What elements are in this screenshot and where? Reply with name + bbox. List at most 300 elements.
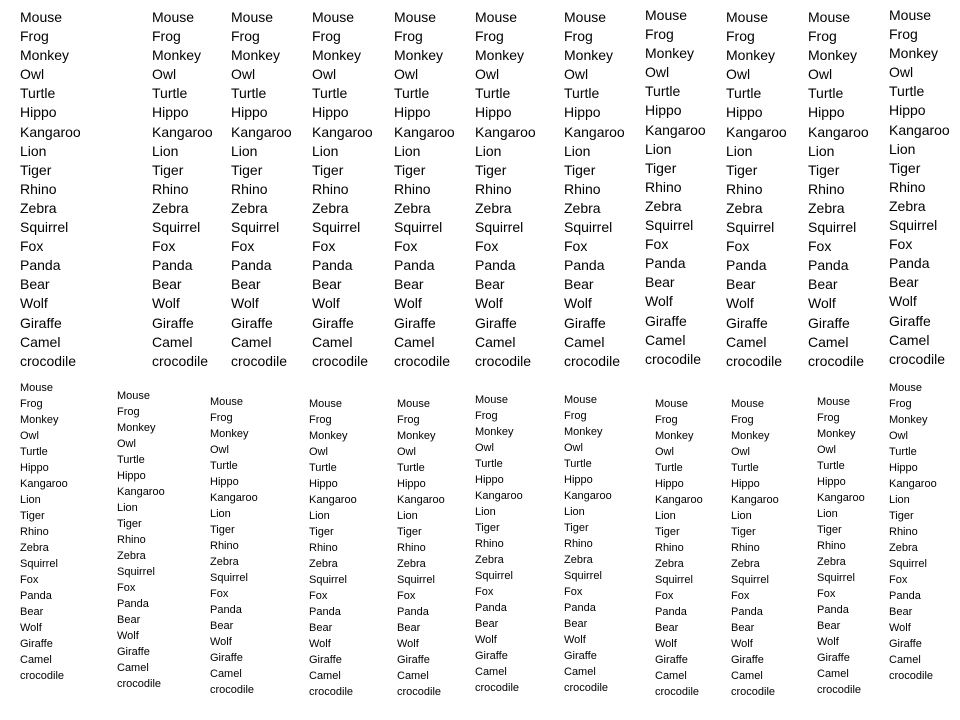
animal-name: Tiger (731, 526, 756, 538)
animal-name: Wolf (889, 622, 911, 634)
animal-name: Owl (117, 438, 136, 450)
animal-name: Rhino (312, 180, 349, 197)
animal-name: Bear (655, 622, 679, 634)
animal-name: Kangaroo (726, 123, 787, 140)
animal-name: Camel (731, 670, 763, 682)
animal-name: Fox (564, 586, 583, 598)
animal-name: Giraffe (117, 646, 150, 658)
animal-name: Panda (889, 590, 921, 602)
animal-name: Camel (645, 331, 686, 348)
top-animal-list-2 (152, 8, 213, 371)
animal-name: Fox (397, 590, 416, 602)
animal-name: Bear (564, 618, 588, 630)
animal-name: Hippo (889, 462, 918, 474)
animal-name: Hippo (475, 474, 504, 486)
animal-name: Tiger (817, 524, 842, 536)
animal-name: Squirrel (655, 574, 693, 586)
top-animal-list-8 (645, 6, 706, 369)
animal-name: Rhino (655, 542, 684, 554)
animal-name: Bear (889, 274, 919, 291)
animal-name: Giraffe (210, 652, 243, 664)
animal-name: Giraffe (20, 638, 53, 650)
animal-name: Mouse (397, 398, 431, 410)
bottom-animal-list-11 (889, 380, 937, 684)
animal-name: Giraffe (564, 650, 597, 662)
animal-name: Rhino (210, 540, 239, 552)
animal-name: Wolf (475, 295, 503, 312)
animal-name: Panda (726, 257, 767, 274)
animal-name: Wolf (645, 293, 673, 310)
animal-name: Giraffe (20, 314, 62, 331)
animal-name: Giraffe (231, 314, 273, 331)
animal-name: Tiger (20, 161, 52, 178)
animal-name: crocodile (394, 352, 451, 369)
animal-name: Owl (655, 446, 674, 458)
bottom-animal-list-1 (20, 380, 68, 684)
animal-name: Rhino (808, 180, 845, 197)
animal-name: Panda (394, 257, 435, 274)
animal-name: Turtle (808, 85, 844, 102)
animal-name: Zebra (20, 542, 49, 554)
animal-name: Bear (808, 276, 838, 293)
animal-name: Wolf (655, 638, 677, 650)
animal-name: Turtle (475, 458, 503, 470)
animal-name: Mouse (564, 394, 598, 406)
animal-name: Frog (475, 410, 498, 422)
animal-name: Bear (889, 606, 913, 618)
animal-name: Wolf (312, 295, 340, 312)
animal-name: Fox (117, 582, 136, 594)
bottom-animal-list-7 (564, 392, 612, 696)
animal-name: Hippo (726, 104, 763, 121)
animal-name: Wolf (210, 636, 232, 648)
animal-name: Giraffe (309, 654, 342, 666)
animal-name: Lion (564, 506, 585, 518)
animal-name: Fox (20, 574, 39, 586)
animal-name: Hippo (20, 104, 57, 121)
animal-name: Frog (889, 398, 912, 410)
animal-name: Tiger (312, 161, 344, 178)
animal-name: Hippo (152, 104, 189, 121)
animal-name: Rhino (475, 538, 504, 550)
top-animal-list-5 (394, 8, 455, 371)
animal-name: Kangaroo (564, 490, 612, 502)
bottom-animal-list-3 (210, 394, 258, 698)
animal-name: Hippo (645, 102, 682, 119)
animal-name: Kangaroo (394, 123, 455, 140)
animal-name: Giraffe (726, 314, 768, 331)
animal-name: Mouse (808, 9, 851, 25)
animal-name: Giraffe (312, 314, 354, 331)
animal-name: Squirrel (808, 219, 857, 236)
animal-name: Owl (475, 66, 500, 83)
animal-name: Bear (20, 276, 50, 293)
animal-name: Zebra (152, 199, 189, 216)
animal-name: Lion (152, 142, 179, 159)
animal-name: Squirrel (20, 558, 58, 570)
animal-name: Hippo (564, 104, 601, 121)
animal-name: Camel (210, 668, 242, 680)
animal-name: Zebra (655, 558, 684, 570)
animal-name: Tiger (394, 161, 426, 178)
animal-name: Camel (475, 666, 507, 678)
bottom-animal-list-2 (117, 388, 165, 692)
animal-name: Lion (726, 142, 753, 159)
animal-name: Turtle (309, 462, 337, 474)
animal-name: Giraffe (645, 312, 687, 329)
animal-name: Fox (889, 236, 913, 253)
animal-name: Owl (397, 446, 416, 458)
animal-name: Camel (394, 333, 435, 350)
animal-name: Panda (564, 602, 596, 614)
animal-name: Camel (312, 333, 353, 350)
animal-name: Hippo (808, 104, 845, 121)
animal-name: Kangaroo (889, 478, 937, 490)
animal-name: Monkey (210, 428, 249, 440)
animal-name: Zebra (564, 199, 601, 216)
animal-name: Fox (808, 238, 832, 255)
animal-name: crocodile (645, 350, 702, 367)
animal-name: Owl (152, 66, 177, 83)
animal-name: crocodile (889, 350, 946, 367)
animal-name: Mouse (889, 7, 932, 23)
animal-name: Tiger (726, 161, 758, 178)
animal-name: crocodile (309, 686, 354, 698)
animal-name: Mouse (475, 9, 518, 25)
animal-name: Squirrel (889, 217, 938, 234)
animal-name: Giraffe (808, 314, 850, 331)
animal-name: Camel (20, 333, 61, 350)
animal-name: crocodile (475, 352, 532, 369)
animal-name: Bear (152, 276, 182, 293)
animal-name: Owl (564, 66, 589, 83)
animal-name: Bear (231, 276, 261, 293)
animal-name: Monkey (312, 47, 362, 64)
animal-name: Turtle (312, 85, 348, 102)
animal-name: Zebra (564, 554, 593, 566)
animal-name: Rhino (564, 538, 593, 550)
animal-name: Frog (309, 414, 332, 426)
animal-name: Panda (309, 606, 341, 618)
animal-name: Kangaroo (645, 121, 706, 138)
animal-name: crocodile (564, 352, 621, 369)
animal-name: Hippo (475, 104, 512, 121)
animal-name: Mouse (210, 396, 244, 408)
animal-name: Frog (152, 28, 181, 45)
animal-name: Bear (817, 620, 841, 632)
animal-name: Zebra (889, 542, 918, 554)
animal-name: Squirrel (210, 572, 248, 584)
animal-name: Wolf (231, 295, 259, 312)
animal-name: Squirrel (20, 219, 69, 236)
animal-name: Hippo (20, 462, 49, 474)
animal-name: Rhino (889, 178, 926, 195)
animal-name: Owl (731, 446, 750, 458)
animal-name: Tiger (808, 161, 840, 178)
animal-name: Zebra (231, 199, 268, 216)
animal-name: Panda (475, 257, 516, 274)
animal-name: Bear (731, 622, 755, 634)
animal-name: Lion (210, 508, 231, 520)
animal-name: Squirrel (231, 219, 280, 236)
bottom-animal-list-9 (731, 396, 779, 700)
animal-name: Turtle (20, 85, 56, 102)
animal-name: Turtle (475, 85, 511, 102)
animal-name: Monkey (117, 422, 156, 434)
animal-name: Lion (20, 142, 47, 159)
animal-name: crocodile (726, 352, 783, 369)
animal-name: Frog (564, 28, 593, 45)
animal-name: Owl (20, 66, 45, 83)
animal-name: Hippo (889, 102, 926, 119)
animal-name: Fox (152, 238, 176, 255)
animal-name: Rhino (394, 180, 431, 197)
animal-name: Squirrel (152, 219, 201, 236)
animal-name: Frog (564, 410, 587, 422)
animal-name: Lion (309, 510, 330, 522)
animal-name: Lion (817, 508, 838, 520)
animal-name: Wolf (394, 295, 422, 312)
animal-name: Giraffe (394, 314, 436, 331)
animal-name: Fox (309, 590, 328, 602)
top-animal-list-4 (312, 8, 373, 371)
animal-name: Mouse (117, 390, 151, 402)
animal-name: Fox (564, 238, 588, 255)
animal-name: crocodile (731, 686, 776, 698)
animal-name: Kangaroo (655, 494, 703, 506)
animal-name: Monkey (564, 426, 603, 438)
animal-name: Frog (731, 414, 754, 426)
animal-name: Panda (645, 255, 686, 272)
animal-name: Monkey (564, 47, 614, 64)
animal-name: Camel (117, 662, 149, 674)
animal-name: Lion (475, 506, 496, 518)
animal-name: Squirrel (309, 574, 347, 586)
animal-name: Lion (808, 142, 835, 159)
animal-name: Monkey (397, 430, 436, 442)
animal-name: Frog (312, 28, 341, 45)
animal-name: Tiger (655, 526, 680, 538)
animal-name: Lion (231, 142, 258, 159)
animal-name: Kangaroo (117, 486, 165, 498)
animal-name: Turtle (210, 460, 238, 472)
animal-name: Owl (475, 442, 494, 454)
animal-name: Zebra (645, 197, 682, 214)
animal-name: Kangaroo (475, 490, 523, 502)
animal-name: Panda (210, 604, 242, 616)
bottom-animal-list-4 (309, 396, 357, 700)
animal-name: Panda (152, 257, 193, 274)
animal-name: Fox (475, 586, 494, 598)
animal-name: Hippo (655, 478, 684, 490)
animal-name: Wolf (20, 295, 48, 312)
animal-name: Mouse (152, 9, 195, 25)
animal-name: Mouse (726, 9, 769, 25)
animal-name: Monkey (889, 45, 939, 62)
animal-name: Turtle (564, 85, 600, 102)
animal-name: Zebra (731, 558, 760, 570)
top-animal-list-10 (808, 8, 869, 371)
animal-name: crocodile (20, 670, 65, 682)
top-animal-list-1 (20, 8, 81, 371)
animal-name: Zebra (309, 558, 338, 570)
animal-name: Panda (20, 257, 61, 274)
animal-name: Mouse (312, 9, 355, 25)
animal-name: Turtle (20, 446, 48, 458)
animal-name: Kangaroo (808, 123, 869, 140)
animal-name: Fox (475, 238, 499, 255)
animal-name: Wolf (817, 636, 839, 648)
animal-name: Hippo (397, 478, 426, 490)
animal-name: Panda (475, 602, 507, 614)
animal-name: Kangaroo (152, 123, 213, 140)
animal-name: Turtle (817, 460, 845, 472)
animal-name: Rhino (726, 180, 763, 197)
animal-name: Panda (397, 606, 429, 618)
animal-name: Hippo (817, 476, 846, 488)
animal-name: Turtle (645, 83, 681, 100)
animal-name: Mouse (475, 394, 509, 406)
animal-name: Fox (726, 238, 750, 255)
animal-name: Frog (20, 28, 49, 45)
animal-name: Giraffe (817, 652, 850, 664)
animal-name: Bear (309, 622, 333, 634)
top-animal-list-9 (726, 8, 787, 371)
animal-name: Monkey (231, 47, 281, 64)
animal-name: Wolf (117, 630, 139, 642)
animal-name: Bear (20, 606, 44, 618)
animal-name: Panda (731, 606, 763, 618)
animal-name: Kangaroo (475, 123, 536, 140)
animal-name: Owl (312, 66, 337, 83)
animal-name: Wolf (475, 634, 497, 646)
animal-name: Panda (117, 598, 149, 610)
animal-name: Fox (210, 588, 229, 600)
animal-name: crocodile (397, 686, 442, 698)
animal-name: Hippo (309, 478, 338, 490)
animal-name: Fox (231, 238, 255, 255)
animal-name: Panda (564, 257, 605, 274)
animal-name: Mouse (394, 9, 437, 25)
animal-name: Mouse (20, 382, 54, 394)
animal-name: Lion (889, 494, 910, 506)
animal-name: Giraffe (655, 654, 688, 666)
animal-name: Wolf (564, 634, 586, 646)
animal-name: Monkey (20, 47, 70, 64)
animal-name: Tiger (117, 518, 142, 530)
animal-name: Kangaroo (210, 492, 258, 504)
animal-name: Owl (889, 64, 914, 81)
animal-name: Turtle (231, 85, 267, 102)
animal-name: crocodile (117, 678, 162, 690)
animal-name: Rhino (564, 180, 601, 197)
animal-name: Monkey (808, 47, 858, 64)
animal-name: Rhino (20, 526, 49, 538)
animal-name: Bear (312, 276, 342, 293)
animal-name: Zebra (117, 550, 146, 562)
animal-name: Giraffe (475, 650, 508, 662)
animal-name: Lion (117, 502, 138, 514)
animal-name: Camel (564, 333, 605, 350)
animal-name: Zebra (210, 556, 239, 568)
animal-name: Squirrel (312, 219, 361, 236)
animal-name: Zebra (394, 199, 431, 216)
animal-name: Lion (655, 510, 676, 522)
animal-name: Wolf (152, 295, 180, 312)
animal-name: Frog (655, 414, 678, 426)
animal-name: Kangaroo (309, 494, 357, 506)
animal-name: Wolf (397, 638, 419, 650)
animal-name: Giraffe (475, 314, 517, 331)
animal-name: Turtle (564, 458, 592, 470)
animal-name: Monkey (889, 414, 928, 426)
animal-name: Hippo (231, 104, 268, 121)
top-animal-list-11 (889, 6, 950, 369)
animal-name: Monkey (475, 47, 525, 64)
animal-name: Turtle (394, 85, 430, 102)
animal-name: Turtle (731, 462, 759, 474)
animal-name: Zebra (475, 199, 512, 216)
animal-name: Hippo (394, 104, 431, 121)
animal-name: Lion (394, 142, 421, 159)
animal-name: Rhino (645, 178, 682, 195)
animal-name: Camel (475, 333, 516, 350)
animal-name: crocodile (210, 684, 255, 696)
animal-name: crocodile (889, 670, 934, 682)
animal-name: Frog (645, 26, 674, 43)
animal-name: Panda (231, 257, 272, 274)
animal-name: Lion (397, 510, 418, 522)
animal-name: Squirrel (889, 558, 927, 570)
animal-name: Frog (397, 414, 420, 426)
animal-name: Tiger (475, 522, 500, 534)
animal-name: Kangaroo (731, 494, 779, 506)
animal-name: Monkey (475, 426, 514, 438)
animal-name: Tiger (210, 524, 235, 536)
animal-name: Panda (889, 255, 930, 272)
animal-name: Monkey (655, 430, 694, 442)
animal-name: Squirrel (564, 570, 602, 582)
animal-name: Squirrel (731, 574, 769, 586)
animal-name: Frog (475, 28, 504, 45)
bottom-animal-list-5 (397, 396, 445, 700)
animal-name: Wolf (20, 622, 42, 634)
animal-name: Squirrel (564, 219, 613, 236)
animal-name: Tiger (20, 510, 45, 522)
animal-name: Rhino (20, 180, 57, 197)
animal-name: Kangaroo (397, 494, 445, 506)
animal-name: Wolf (726, 295, 754, 312)
animal-name: Owl (309, 446, 328, 458)
animal-name: Tiger (645, 159, 677, 176)
animal-name: Rhino (231, 180, 268, 197)
animal-name: Rhino (309, 542, 338, 554)
bottom-animal-list-10 (817, 394, 865, 698)
animal-name: Monkey (152, 47, 202, 64)
animal-name: Wolf (564, 295, 592, 312)
animal-name: Turtle (117, 454, 145, 466)
animal-name: Camel (20, 654, 52, 666)
animal-name: Lion (889, 140, 916, 157)
animal-name: crocodile (475, 682, 520, 694)
animal-name: Fox (731, 590, 750, 602)
animal-name: Fox (889, 574, 908, 586)
animal-name: Bear (394, 276, 424, 293)
animal-name: Tiger (231, 161, 263, 178)
animal-name: Lion (20, 494, 41, 506)
animal-name: Tiger (564, 161, 596, 178)
bottom-animal-list-8 (655, 396, 703, 700)
